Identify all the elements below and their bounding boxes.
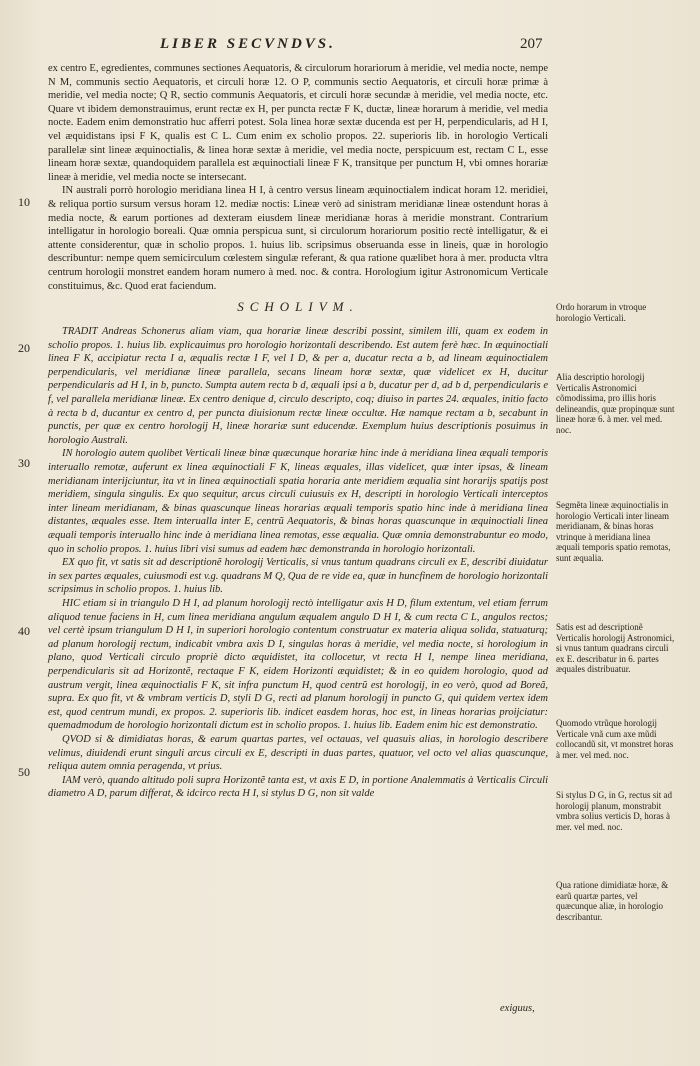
scholium-paragraph: QVOD si & dimidiatas horas, & earum quartas partes, vel octauas, vel quasuis alias, in horologio describere velimus, diuidendi erunt singuli arcus circuli ex E, descripti in duas partes, quatuor, vel octo vel alias quascunque, reliqua autem omnia peragenda, vt prius.	[48, 733, 548, 773]
marginal-note	[556, 500, 676, 574]
marginal-note	[556, 622, 676, 685]
running-title: LIBER SECVNDVS.	[160, 36, 336, 52]
line-number: 10	[18, 195, 30, 209]
line-number: 40	[18, 624, 30, 638]
line-number: 20	[18, 341, 30, 355]
marginal-note-text: Alia descriptio horologij Verticalis Astronomici cõmodissima, pro illis horis delineandis, quæ propinquæ sunt lineæ horæ 6. à mer. vel med. noc.	[556, 372, 675, 435]
line-number: 50	[18, 765, 30, 779]
scholium-paragraph: IAM verò, quando altitudo poli supra Horizontẽ tanta est, vt axis E D, in portione Analemmatis à Verticalis Circuli diametro A D, parum differat, & idcirco recta H I, si stylus D G, non sit valde	[48, 774, 548, 800]
scholium-paragraph: TRADIT Andreas Schonerus aliam viam, qua horariæ lineæ describi possint, similem illi, quam ex eodem in scholio propos. 1. huius lib. explicauimus pro horologio horizontali describendo. Est autem ferè hæc. In æquinoctiali linea F K, accipiatur recta I a, æqualis rectæ I F, vel I D, & per a, ducatur recta a b, ad lineam æquinoctialem perpendicularis, vel meridianæ lineæ parallela, secans lineam horæ sextæ, quæ videlicet ex H, ducitur perpendicularis ad H I, in b, puncto. Sumpta autem recta b d, æquali ipsi a b, ducatur per d, ad b d, perpendicularis e f, vel parallela meridianæ lineæ. Ex centro denique d, circulo descripto, coq; diuiso in partes 24. æquales, initio facto à recta b d, ducantur ex centro d, per puncta diuisionum rectæ lineæ occultæ. Hæ namque rectam a b, secabunt in punctis, per quæ ex centro horologij H, lineæ horariæ sunt educendæ. Exemplum huius descriptionis posuimus in horologio Australi.	[48, 326, 548, 446]
scholium-heading: SCHOLIVM.	[237, 299, 359, 315]
catchword: exiguus,	[500, 1003, 535, 1014]
proposition-paragraph: ex centro E, egredientes, communes sectiones Aequatoris, & circulorum horariorum à meridie, vel media nocte, nempe N M, communis sectio Aequatoris, et circuli horæ 12. O P, communis sectio Aequatoris, et circuli horæ primæ à meridie, vel media nocte; Q R, sectio communis Aequatoris, et circuli horæ secundæ à meridie, vel media nocte, etc. Quare vt ibidem demonstrauimus, erunt rectæ ex H, per puncta rectæ F K, ductæ, lineæ horarum à meridie, vel media nocte. Eadem enim demonstratio huc afferri potest. Sola linea horæ sextæ ducenda est per H, perpendicularis, ad H I, vel æquidistans ipsi F K, qualis est C L. Cum enim ex scholio propos. 22. superioris lib. in horologio Verticali parallelæ sint lineæ æquinoctialis, & linea horæ sextæ à meridie, vel media nocte, perspicuum est, rectam C L, esse lineam horæ sextæ, quandoquidem parallela est æquinoctiali lineæ F K, transitque per punctum H, vbi omnes horariæ lineæ à meridie, vel media nocte se intersecant.	[48, 63, 548, 183]
marginal-note	[556, 790, 676, 842]
main-text-column	[48, 62, 548, 801]
scholium-paragraph: IN horologio autem quolibet Verticali lineæ binæ quæcunque horariæ hinc inde à meridiana linea æquali temporis interuallo remotæ, auferunt ex linea æquinoctiali F K, lineas æquales, illas videlicet, quæ inter ipsas, & lineam meridianam interijciuntur, ita vt in linea æquinoctiali spatia horaria ante meridiem æqualia sint horarijs spatijs post meridiem, singula singulis. Ex quo sequitur, arcus circuli cuiusuis ex H, descripti in horologio Verticali interceptos inter lineam meridianam, & binas quascunque lineas horarias æquali temporis spatio hinc inde à meridiana linea distantes, æquales esse. Item interualla inter E, centrũ Aequatoris, & binas horas quascunque in æquinoctiali linea æquali temporis interuallo hinc inde à meridiana linea remotas, esse æqualia. Quæ omnia demonstrabuntur eo modo, quo in scholio propos. 1. huius libri visi sumus ad eadem hæc demonstranda in horologio horizontali.	[48, 448, 548, 555]
marginal-note	[556, 372, 676, 446]
scholium-paragraph: HIC etiam si in triangulo D H I, ad planum horologij rectò intelligatur axis H D, filum extentum, vel etiam ferrum aliquod tenue faciens in H, cum linea meridiana angulum æqualem angulo D H I, & cum recta C L, angulos rectos; vel certè ipsum triangulum D H I, in superiori horologio contentum construatur ex materia aliqua solida, statuaturq; ad planum horologij rectum, indicabit vmbra axis D I, singulas horas à meridie, vel media nocte, si horologium in plano, quod Verticali circulo propriè dicto æquidistet, ita collocetur, vt recta H I, nempe linea meridiana, perpendicularis sit ad Horizontẽ, rectaque F K, eidem Horizonti æquidistet; & in eo quidem horologio, quod ad austrum vergit, linea æquinoctialis F K, sit infra punctum H, quod centrũ est horologij, in eo verò, quod ad Boreã, supra. Ex quo fit, vt & vmbram verticis D, styli D G, recti ad planum horologij in puncto G, qui quidem vertex idem est, quod centrum mundi, ex propos. 2. superioris lib. indicet easdem horas, hoc est, in lineas horarias proijciatur: quemadmodum de horologio horizontali dictum est in scholio propos. 1. huius lib. Eadem enim hic est demonstratio.	[48, 597, 548, 732]
marginal-note	[556, 880, 676, 932]
page-header	[0, 36, 700, 56]
marginal-note-text: Segmẽta lineæ æquinoctialis in horologio Verticali inter lineam meridianam, & binas horas vtrinque à meridiana linea æquali temporis spatio remotas, sunt æqualia.	[556, 500, 671, 563]
scholium-paragraph: EX quo fit, vt satis sit ad descriptionẽ horologij Verticalis, si vnus tantum quadrans circuli ex E, describi diuidatur in sex partes æquales, cuiusmodi est v.g. quadrans M Q, Qua de re vide ea, quæ in huncfinem de horologio horizontali scripsimus in scholio propos. 1. huius lib.	[48, 557, 548, 596]
line-number: 30	[18, 456, 30, 470]
page-number: 207	[520, 36, 543, 52]
marginal-note-text: Qua ratione dimidiatæ horæ, & earũ quartæ partes, vel quæcunque aliæ, in horologio describantur.	[556, 880, 669, 922]
marginal-note-text: Ordo horarum in vtroque horologio Verticali.	[556, 302, 647, 323]
proposition-paragraph: IN australi porrò horologio meridiana linea H I, à centro versus lineam æquinoctialem indicat horam 12. meridiei, & reliqua portio sursum versus horam 12. mediæ noctis: Lineæ verò ad sinistram meridianæ lineæ ostendunt horas à media nocte, & earum portiones ad dexteram eiusdem lineæ meridianæ horas à meridie monstrant. Contrarium intelligatur in horologio boreali. Quæ omnia perspicua sunt, si circulorum horariorum positio rectè intelligatur, & ei attente considerentur, quæ in scholio propos. 1. huius lib. scripsimus obseruanda esse in lineis, quæ in horologio describuntur: nempe quem semicirculum cœlestem singulæ referant, & qua ratione quælibet hora à mer. producta vltra centrum horologii monstret eandem horam numero à med. noc. & contra. Horologium igitur Astronomicum Verticale constituimus, &c. Quod erat faciendum.	[48, 185, 548, 292]
marginal-note-text: Quomodo vtrũque horologij Verticale vnã cum axe mũdi collocandũ sit, vt monstret horas à mer. vel med. noc.	[556, 718, 674, 760]
marginal-note-text: Si stylus D G, in G, rectus sit ad horologij planum, monstrabit vmbra solius verticis D, horas à mer. vel med. noc.	[556, 790, 672, 832]
marginal-note	[556, 302, 676, 333]
marginal-note	[556, 718, 676, 770]
marginal-note-text: Satis est ad descriptionẽ Verticalis horologij Astronomici, si vnus tantum quadrans circuli ex E. describatur in 6. partes æquales distribuatur.	[556, 622, 675, 675]
